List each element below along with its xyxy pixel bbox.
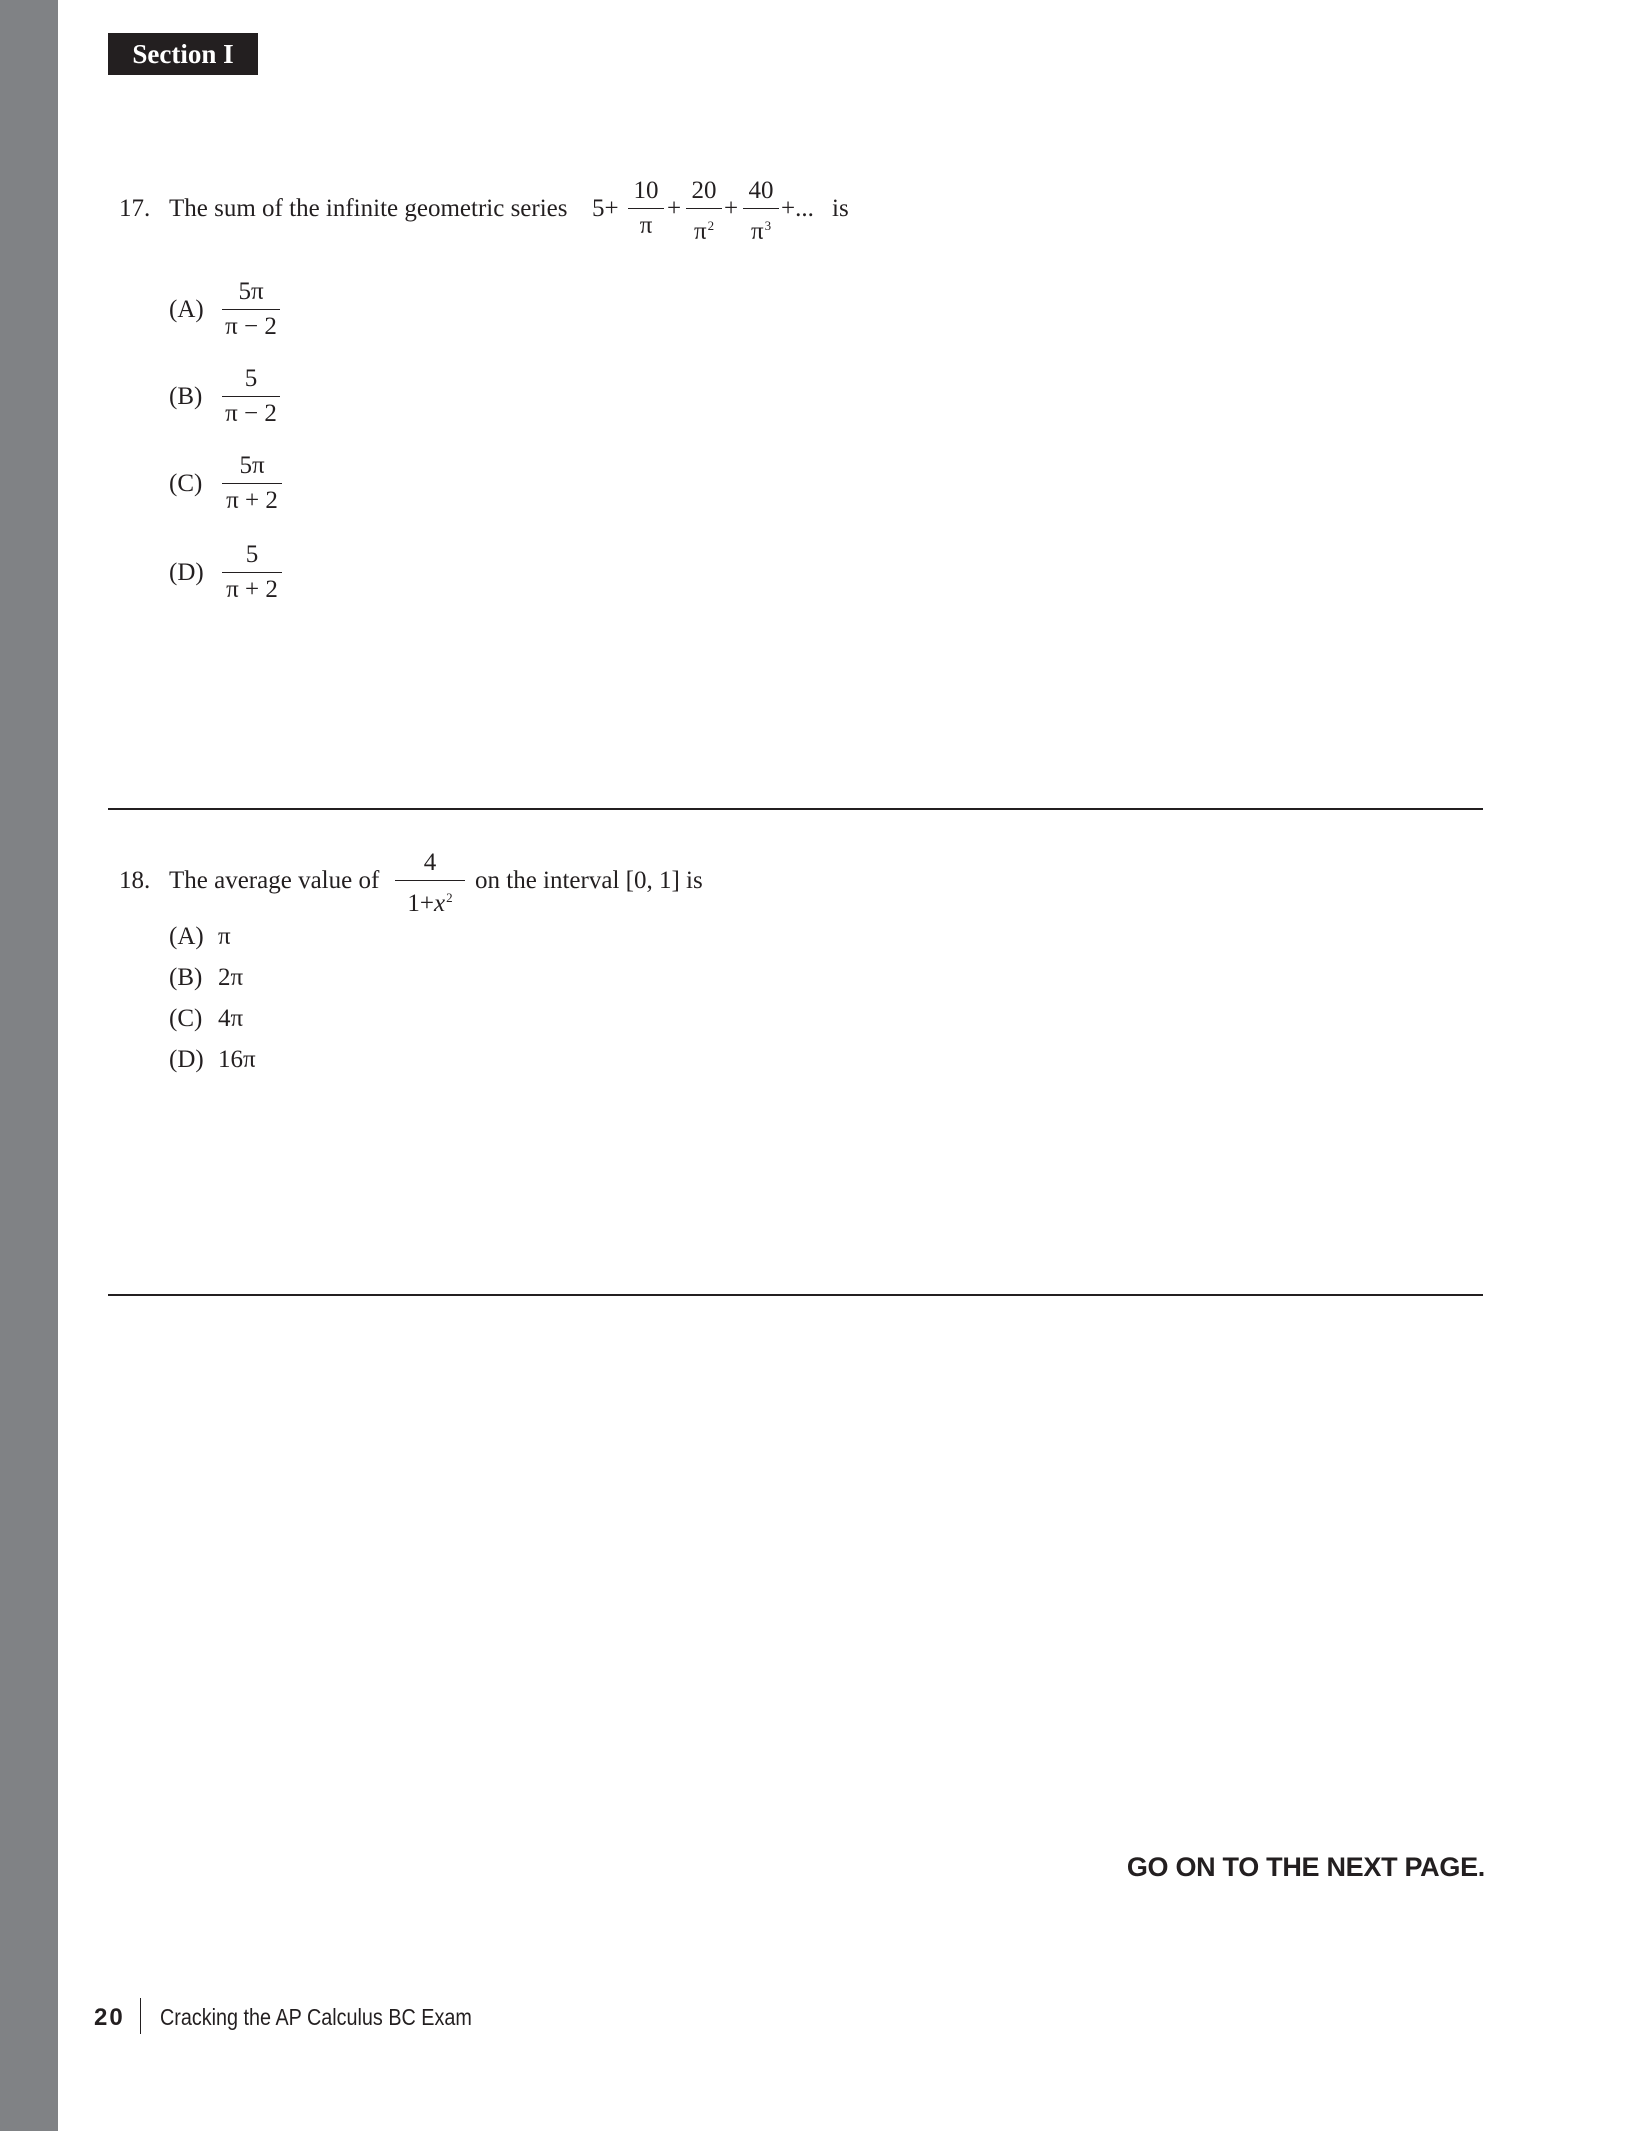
page-number: 20 bbox=[94, 2004, 125, 2031]
divider bbox=[108, 808, 1483, 810]
divider bbox=[108, 1294, 1483, 1296]
choice-fraction: 5π π − 2 bbox=[222, 277, 280, 342]
series-term-2: 20 $\pi^2$ bbox=[686, 176, 722, 247]
question-stem: The average value of bbox=[169, 867, 380, 894]
question-stem: The sum of the infinite geometric series bbox=[169, 195, 568, 222]
series-tail: +... bbox=[781, 195, 814, 222]
side-bar bbox=[0, 0, 58, 2131]
question-stem-end: is bbox=[832, 195, 849, 222]
series-term-3: 40 $\pi^3$ bbox=[743, 176, 779, 247]
question-number: 18. bbox=[119, 867, 151, 894]
choice-fraction: 5 π + 2 bbox=[222, 540, 282, 605]
choice-fraction: 5 π − 2 bbox=[222, 364, 280, 429]
section-label: Section I bbox=[108, 33, 258, 75]
integrand-fraction: 4 $1+x^2$ bbox=[395, 848, 465, 919]
footer-divider bbox=[140, 1998, 141, 2034]
plus-sign: + bbox=[724, 195, 739, 222]
next-page-notice: GO ON TO THE NEXT PAGE. bbox=[1126, 1852, 1485, 1882]
question-number: 17. bbox=[119, 195, 151, 222]
series-term-1: 10 π bbox=[628, 176, 664, 241]
question-stem-end: on the interval [0, 1] is bbox=[475, 867, 703, 894]
book-title: Cracking the AP Calculus BC Exam bbox=[160, 2004, 472, 2030]
plus-sign: + bbox=[667, 195, 682, 222]
choice-fraction: 5π π + 2 bbox=[222, 451, 282, 516]
series-lead: 5+ bbox=[592, 195, 619, 222]
